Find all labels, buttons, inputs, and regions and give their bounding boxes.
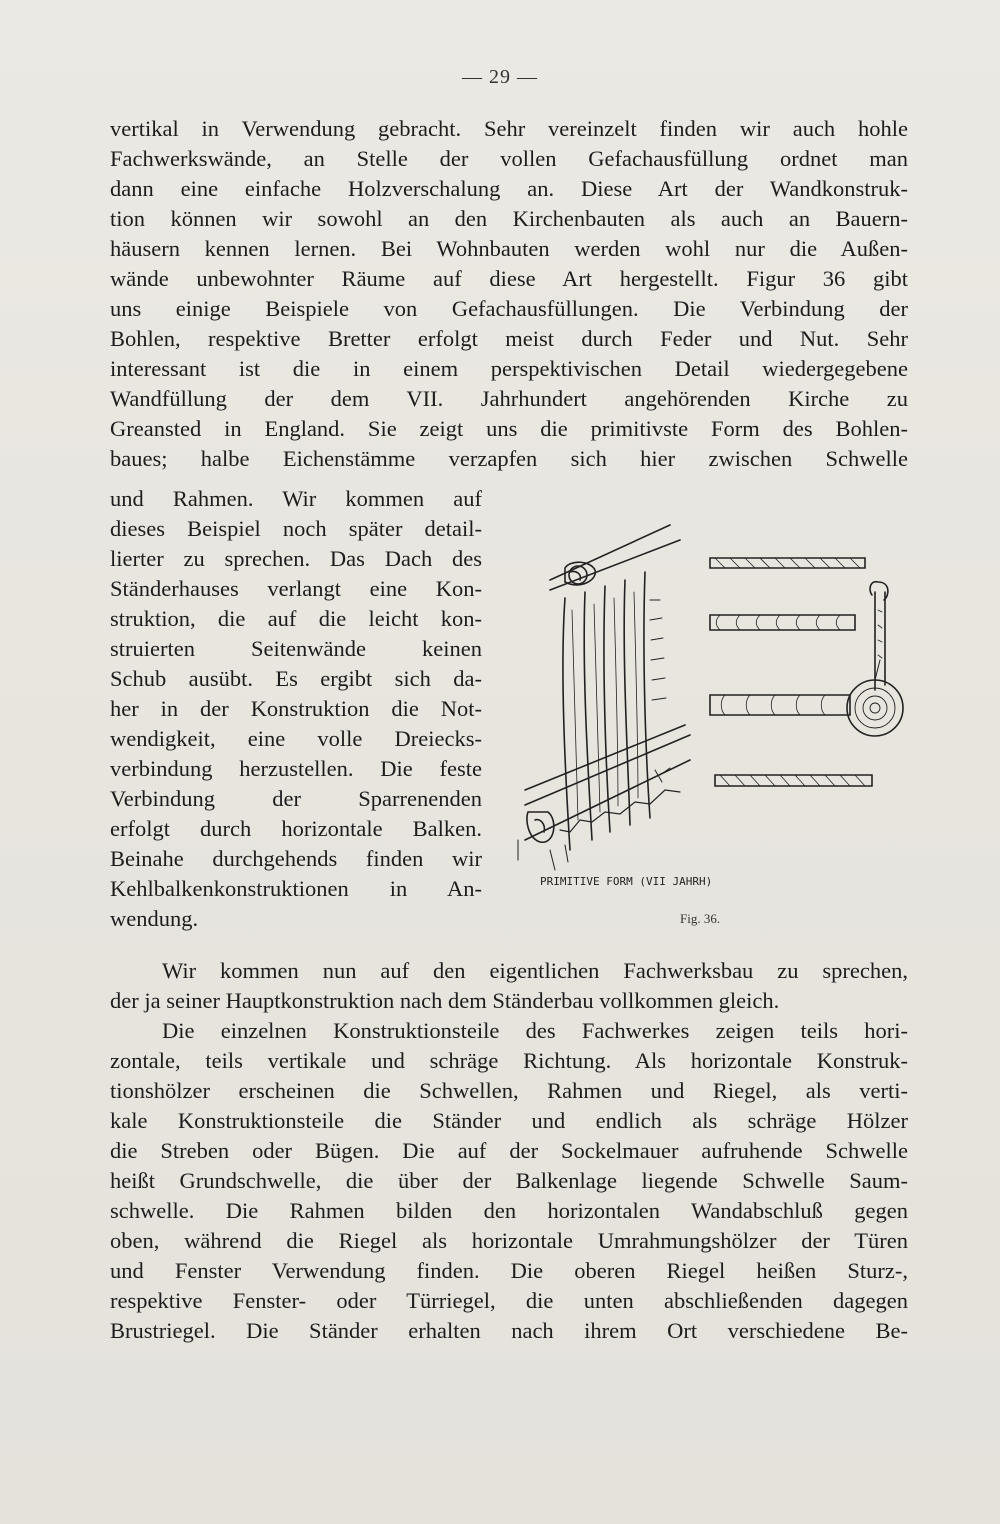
text-line: Fachwerkswände, an Stelle der vollen Gefachausfüllung ordnet man: [110, 146, 908, 171]
text-line: lierter zu sprechen. Das Dach des: [110, 546, 482, 571]
text-line: interessant ist die in einem perspektivischen Detail wiedergegebene: [110, 356, 908, 381]
text-line: dieses Beispiel noch später detail-: [110, 516, 482, 541]
text-line: Ständerhauses verlangt eine Kon-: [110, 576, 482, 601]
text-line: struktion, die auf die leicht kon-: [110, 606, 482, 631]
text-line: häusern kennen lernen. Bei Wohnbauten werden wohl nur die Außen-: [110, 236, 908, 261]
text-line: respektive Fenster- oder Türriegel, die unten abschließenden dagegen: [110, 1288, 908, 1313]
text-line: Brustriegel. Die Ständer erhalten nach ihrem Ort verschiedene Be-: [110, 1318, 908, 1343]
text-line: Verbindung der Sparrenenden: [110, 786, 482, 811]
text-line: oben, während die Riegel als horizontale Umrahmungshölzer der Türen: [110, 1228, 908, 1253]
figure-handwritten-label: PRIMITIVE FORM (VII JAHRH): [540, 875, 713, 888]
text-line: und Fenster Verwendung finden. Die oberen Riegel heißen Sturz-,: [110, 1258, 908, 1283]
figure-36: [510, 520, 915, 920]
text-line: vertikal in Verwendung gebracht. Sehr vereinzelt finden wir auch hohle: [110, 116, 908, 141]
text-line: schwelle. Die Rahmen bilden den horizontalen Wandabschluß gegen: [110, 1198, 908, 1223]
text-line: verbindung herzustellen. Die feste: [110, 756, 482, 781]
text-line: Wandfüllung der dem VII. Jahrhundert angehörenden Kirche zu: [110, 386, 908, 411]
text-line: Bohlen, respektive Bretter erfolgt meist durch Feder und Nut. Sehr: [110, 326, 908, 351]
text-line: tion können wir sowohl an den Kirchenbauten als auch an Bauern-: [110, 206, 908, 231]
text-line: Wir kommen nun auf den eigentlichen Fachwerksbau zu sprechen,: [162, 958, 908, 983]
figure-36-drawing: [510, 520, 915, 920]
text-line: erfolgt durch horizontale Balken.: [110, 816, 482, 841]
text-line: tionshölzer erscheinen die Schwellen, Rahmen und Riegel, als verti-: [110, 1078, 908, 1103]
text-line: baues; halbe Eichenstämme verzapfen sich hier zwischen Schwelle: [110, 446, 908, 471]
text-line: wände unbewohnter Räume auf diese Art hergestellt. Figur 36 gibt: [110, 266, 908, 291]
text-line: der ja seiner Hauptkonstruktion nach dem Ständerbau vollkommen gleich.: [110, 988, 780, 1013]
text-line: heißt Grundschwelle, die über der Balkenlage liegende Schwelle Saum-: [110, 1168, 908, 1193]
text-line: Kehlbalkenkonstruktionen in An-: [110, 876, 482, 901]
text-line: dann eine einfache Holzverschalung an. Diese Art der Wandkonstruk-: [110, 176, 908, 201]
text-line: Beinahe durchgehends finden wir: [110, 846, 482, 871]
figure-caption: Fig. 36.: [680, 911, 721, 926]
text-line: wendung.: [110, 906, 199, 931]
text-line: uns einige Beispiele von Gefachausfüllungen. Die Verbindung der: [110, 296, 908, 321]
text-line: Schub ausübt. Es ergibt sich da-: [110, 666, 482, 691]
text-line: kale Konstruktionsteile die Ständer und endlich als schräge Hölzer: [110, 1108, 908, 1133]
text-line: zontale, teils vertikale und schräge Richtung. Als horizontale Konstruk-: [110, 1048, 908, 1073]
text-line: und Rahmen. Wir kommen auf: [110, 486, 482, 511]
text-line: her in der Konstruktion die Not-: [110, 696, 482, 721]
text-line: Greansted in England. Sie zeigt uns die primitivste Form des Bohlen-: [110, 416, 908, 441]
text-line: Die einzelnen Konstruktionsteile des Fachwerkes zeigen teils hori-: [162, 1018, 908, 1043]
page-number: — 29 —: [462, 66, 538, 88]
text-line: struierten Seitenwände keinen: [110, 636, 482, 661]
text-line: die Streben oder Bügen. Die auf der Sockelmauer aufruhende Schwelle: [110, 1138, 908, 1163]
text-line: wendigkeit, eine volle Dreiecks-: [110, 726, 482, 751]
